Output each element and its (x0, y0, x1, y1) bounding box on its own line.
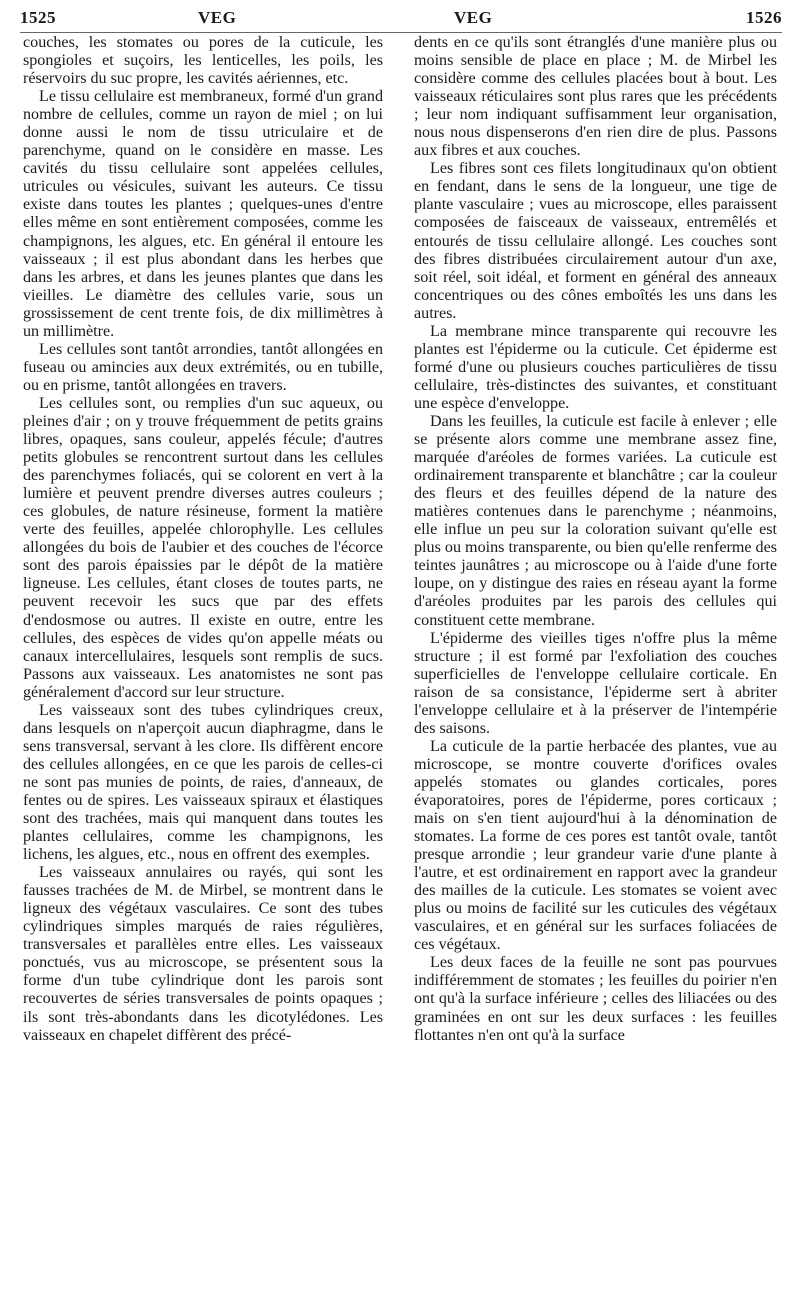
right-page-number: 1526 (746, 8, 782, 27)
paragraph: Les vaisseaux annulaires ou rayés, qui sont les fausses trachées de M. de Mirbel, se montrent dans le ligneux des végétaux vasculaires. Ce sont des tubes cylindriques simples marqués de raies régulières, transversales et parallèles entre elles. Les vaisseaux ponctués, vus au microscope, se présentent sous la forme d'un tube cylindrique dont les parois sont recouvertes de séries transversales de points opaques ; ils sont très-abondants dans les dicotylédones. Les vaisseaux en chapelet diffèrent des précé- (23, 864, 383, 1044)
running-header (20, 8, 782, 30)
paragraph: L'épiderme des vieilles tiges n'offre plus la même structure ; il est formé par l'exfoliation des couches superficielles de l'enveloppe cellulaire corticale. En raison de sa consistance, l'épiderme sert à abriter l'enveloppe cellulaire et à la préserver de l'intempérie des saisons. (414, 629, 777, 737)
left-page-number: 1525 (20, 8, 56, 27)
right-guide-word: VEG (454, 8, 493, 27)
paragraph: Le tissu cellulaire est membraneux, formé d'un grand nombre de cellules, comme un rayon de miel ; on lui donne aussi le nom de tissu utriculaire et de parenchyme, quand on le considère en masse. Les cavités du tissu cellulaire sont appelées cellules, utricules ou vésicules, suivant les auteurs. Ce tissu existe dans toutes les plantes ; quelques-unes d'entre elles même en sont entièrement composées, comme les champignons, les algues, etc. En général il entoure les vaisseaux ; il est plus abondant dans les herbes que dans les arbres, et dans les jeunes plantes que dans les vieilles. Le diamètre des cellules varie, sous un grossissement de cent trente fois, de dix millimètres à un millimètre. (23, 88, 383, 340)
paragraph: Dans les feuilles, la cuticule est facile à enlever ; elle se présente alors comme une membrane assez fine, marquée d'aréoles de formes variées. La cuticule est ordinairement transparente et blanchâtre ; car la couleur des fleurs et des feuilles dépend de la nature des matières contenues dans le parenchyme ; néanmoins, elle influe un peu sur la coloration suivant qu'elle est plus ou moins transparente, ou bien qu'elle renferme des teintes jaunâtres ; au microscope ou à l'aide d'une forte loupe, on y distingue des raies en réseau ayant la forme d'aréoles produites par les parois des cellules qui constituent cette membrane. (414, 412, 777, 629)
left-guide-word: VEG (198, 8, 237, 27)
paragraph: dents en ce qu'ils sont étranglés d'une manière plus ou moins sensible de place en place ; M. de Mirbel les considère comme des cellules placées bout à bout. Les vaisseaux réticulaires sont plus rares que les précédents ; leur nom indiquant suffisamment leur organisation, nous nous dispenserons d'en rien dire de plus. Passons aux fibres et aux couches. (414, 34, 777, 160)
right-column (414, 34, 777, 1045)
paragraph: Les deux faces de la feuille ne sont pas pourvues indifféremment de stomates ; les feuilles du poirier n'en ont qu'à la surface inférieure ; celles des liliacées ou des graminées en ont sur les deux surfaces : les feuilles flottantes n'en ont qu'à la surface (414, 954, 777, 1044)
paragraph: couches, les stomates ou pores de la cuticule, les spongioles et suçoirs, les lenticelles, les poils, les réservoirs du suc propre, les cavités aériennes, etc. (23, 34, 383, 88)
paragraph: La membrane mince transparente qui recouvre les plantes est l'épiderme ou la cuticule. Cet épiderme est formé d'une ou plusieurs couches particulières de tissu cellulaire, très-distinctes des suivantes, et constituant une espèce d'enveloppe. (414, 322, 777, 412)
paragraph: Les cellules sont tantôt arrondies, tantôt allongées en fuseau ou amincies aux deux extrémités, ou en tubille, ou en prisme, tantôt allongées en travers. (23, 340, 383, 394)
header-rule (20, 32, 782, 33)
paragraph: La cuticule de la partie herbacée des plantes, vue au microscope, se montre couverte d'orifices ovales appelés stomates ou glandes corticales, pores évaporatoires, pores de l'épiderme, pores corticaux ; mais on s'en tient aujourd'hui à la dénomination de stomates. La forme de ces pores est tantôt ovale, tantôt presque arrondie ; leur grandeur varie d'une plante à l'autre, et est ordinairement en rapport avec la grandeur des mailles de la cuticule. Les stomates se voient avec plus ou moins de facilité sur les cuticules des végétaux vasculaires, et en général sur les surfaces foliacées de ces végétaux. (414, 737, 777, 954)
left-column (23, 34, 383, 1045)
paragraph: Les vaisseaux sont des tubes cylindriques creux, dans lesquels on n'aperçoit aucun diaphragme, dans le sens transversal, servant à les clore. Ils diffèrent encore des cellules allongées, en ce que les parois de celles-ci ne sont pas munies de points, de raies, d'anneaux, de fentes ou de spires. Les vaisseaux spiraux et élastiques sont des trachées, mais qui manquent dans toutes les plantes cellulaires, comme les champignons, les lichens, les algues, etc., nous en offrent des exemples. (23, 701, 383, 864)
paragraph: Les fibres sont ces filets longitudinaux qu'on obtient en fendant, dans le sens de la longueur, une tige de plante vasculaire ; vues au microscope, elles paraissent composées de faisceaux de vaisseaux, entremêlés et entourés de tissu cellulaire allongé. Les couches sont des fibres distribuées circulairement autour d'un axe, soit réel, soit idéal, et forment en général des anneaux concentriques ou des cônes emboîtés les uns dans les autres. (414, 160, 777, 322)
paragraph: Les cellules sont, ou remplies d'un suc aqueux, ou pleines d'air ; on y trouve fréquemment de petits grains libres, opaques, sans couleur, appelés fécule; d'autres petits globules se rencontrent surtout dans les cellules des parenchymes foliacés, qui se colorent en vert à la lumière et peuvent prendre diverses autres couleurs ; ces globules, de nature résineuse, forment la matière verte des feuilles, appelée chlorophylle. Les cellules allongées du bois de l'aubier et des couches de l'écorce sont des parois épaissies par le dépôt de la matière ligneuse. Les cellules, étant closes de toutes parts, ne peuvent recevoir les sucs que par des effets d'endosmose ou autres. Il existe en outre, entre les cellules, des espèces de vides qu'on appelle méats ou canaux intercellulaires, lesquels sont remplis de sucs. Passons aux vaisseaux. Les anatomistes ne sont pas généralement d'accord sur leur structure. (23, 394, 383, 701)
